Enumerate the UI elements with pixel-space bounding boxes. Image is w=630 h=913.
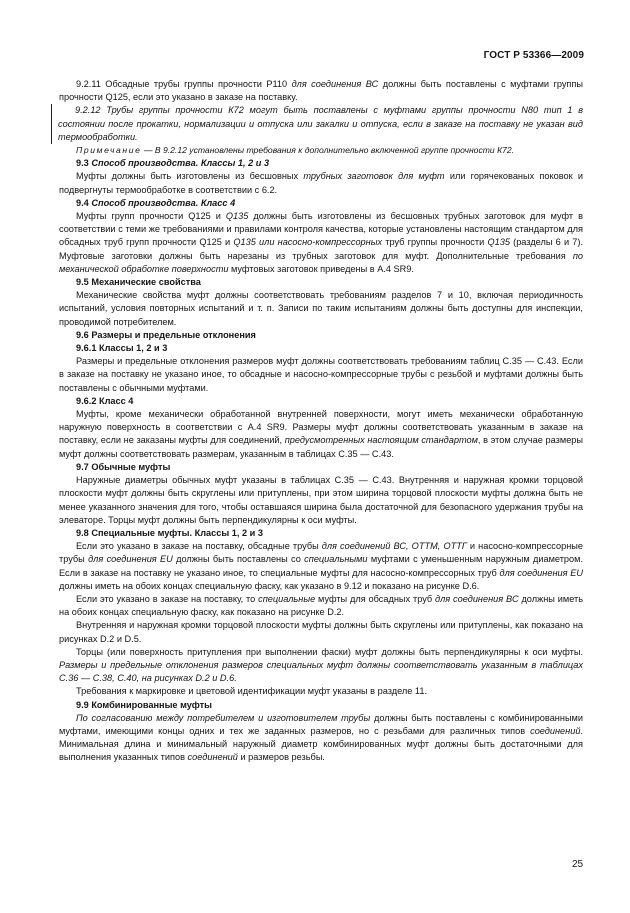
paragraph: 9.2.11 Обсадные трубы группы прочности Р110 для соединения ВС должны быть поставлены с муфтами группы прочности Q125, если это указано в заказе на поставку. xyxy=(59,79,583,103)
section-heading: 9.6.1 Классы 1, 2 и 3 xyxy=(76,343,168,354)
section-heading: 9.8 Специальные муфты. Классы 1, 2 и 3 xyxy=(76,527,263,538)
paragraph: Внутренняя и наружная кромки торцовой плоскости муфты должны быть скруглены или притуплены, как показано на рисунках D.2 и D.5. xyxy=(59,620,583,644)
paragraph: Муфты должны быть изготовлены из бесшовных трубных заготовок для муфт или горячекованых поковок и подвергнуты термообработке в соответствии с 6.2. xyxy=(59,171,584,195)
section-heading: 9.9 Комбинированные муфты xyxy=(76,699,213,710)
paragraph: Наружные диаметры обычных муфт указаны в таблицах С.35 — С.43. Внутренняя и наружная кромки торцовой плоскости муфт должны быть скруглены или притуплены, при этом ширина торцовой плоскости муфты должна быть не менее указанного значения для того, чтобы оставшаяся ширина была достаточной для безопасного удержания трубы на элеваторе. Торцы муфт должны быть перпендикулярны к оси муфты. xyxy=(59,475,583,525)
paragraph: Если это указано в заказе на поставку, обсадные трубы для соединений ВС, ОТТМ, ОТТГ и насосно-компрессорные трубы для соединения EU должны быть поставлены со специальными муфтами с уменьшенным наружным диаметром. Если в заказе на поставку не указано иное, то специальные муфты для насосно-компрессорных труб для соединения EU должны иметь на обоих концах специальную фаску, как указано в 9.12 и показано на рисунке D.6. xyxy=(59,541,584,591)
section-heading: 9.6 Размеры и предельные отклонения xyxy=(76,329,256,340)
section-heading: 9.5 Механические свойства xyxy=(76,277,201,288)
paragraph: Размеры и предельные отклонения размеров муфт должны соответствовать требованиям таблиц С.35 — С.43. Если в заказе на поставку не указано иное, то обсадные и насосно-компрессорные трубы с резьбой и муфтами должны быть поставлены с обычными муфтами. xyxy=(59,356,583,393)
paragraph: Требования к маркировке и цветовой идентификации муфт указаны в разделе 11. xyxy=(76,686,428,697)
paragraph: Механические свойства муфт должны соответствовать требованиям разделов 7 и 10, включая периодичность испытаний, условия повторных испытаний и т. п. Записи по таким испытаниям должны быть доступны для инспекции, проводимой потребителем. xyxy=(59,290,583,327)
paragraph: Муфты групп прочности Q125 и Q135 должны быть изготовлены из бесшовных трубных заготовок для муфт в соответствии с теми же требованиями и правилами контроля качества, которые установлены настоящим стандартом для обсадных труб групп прочности Q125 и Q135 или насосно-компрессорных труб группы прочности Q135 (разделы 6 и 7). Муфтовые заготовки должны быть нарезаны из трубных заготовок для муфт. Дополнительные требования по механической обработке поверхности муфтовых заготовок приведены в А.4 SR9. xyxy=(59,211,584,274)
page-number: 25 xyxy=(572,859,584,870)
section-heading: 9.4 Способ производства. Класс 4 xyxy=(76,197,236,208)
paragraph: Муфты, кроме механически обработанной внутренней поверхности, могут иметь механически обработанную наружную поверхность в соответствии с А.4 SR9. Размеры муфт должны соответствовать указанным в заказе на поставку, если не заказаны муфты для соединений, предусмотренных настоящим стандартом, в этом случае размеры муфт должны соответствовать размерам, указанным в таблицах С.35 — С.43. xyxy=(59,409,584,459)
paragraph: 9.2.12 Трубы группы прочности К72 могут быть поставлены с муфтами группы прочности N80 тип 1 в состоянии после прокатки, нормализации и отпуска или закалки и отпуска, если в заказе на поставку не указан вид термообработки. xyxy=(51,104,583,144)
section-heading: 9.7 Обычные муфты xyxy=(76,461,171,472)
paragraph: Торцы (или поверхность притупления при выполнении фаски) муфт должны быть перпендикулярны к оси муфты. Размеры и предельные отклонения размеров специальных муфт должны соответствовать указанным в таблицах С.36 — С.38, С.40, на рисунках D.2 и D.6. xyxy=(59,646,583,684)
document-body xyxy=(59,78,583,765)
section-heading: 9.3 Способ производства. Классы 1, 2 и 3 xyxy=(76,158,270,169)
section-heading: 9.6.2 Класс 4 xyxy=(76,395,134,406)
paragraph: По согласованию между потребителем и изготовителем трубы должны быть поставлены с комбинированными муфтами, имеющими концы одних и тех же заданных размеров, но с резьбами для различных типов соединений. Минимальная длина и минимальный наружный диаметр комбинированных муфт должны быть достаточными для выполнения указанных типов соединений и размеров резьбы. xyxy=(59,712,584,763)
document-header: ГОСТ Р 53366—2009 xyxy=(483,50,584,61)
note-paragraph: Примечание — В 9.2.12 установлены требования к дополнительно включенной группе прочности К72. xyxy=(76,145,515,156)
paragraph: Если это указано в заказе на поставку, то специальные муфты для обсадных труб для соединения ВС должны иметь на обоих концах специальную фаску, как показано на рисунке D.2. xyxy=(59,593,583,618)
